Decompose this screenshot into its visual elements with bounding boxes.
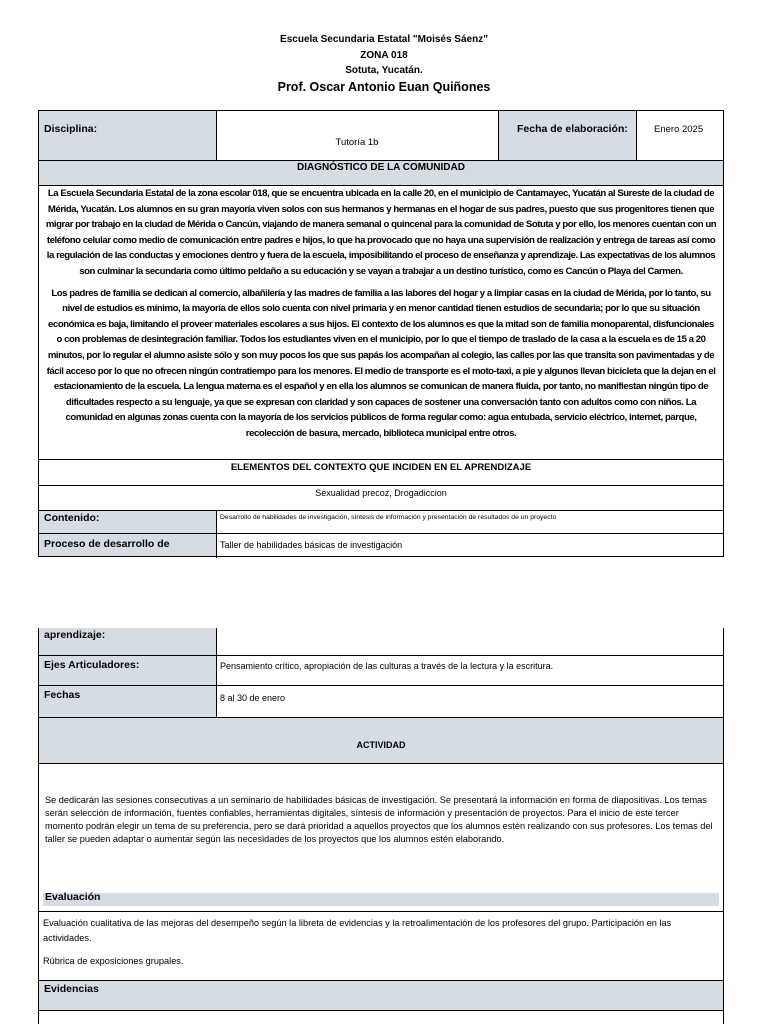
fecha-label-cell: [498, 111, 636, 160]
fechas-value-cell: [217, 686, 723, 717]
contenido-label: Contenido:: [44, 512, 100, 524]
evaluacion-text-1: Evaluación cualitativa de las mejoras del desempeño según la libreta de evidencias y la retroalimentación de los profesores del grupo. Participación en las actividades.: [43, 918, 672, 943]
actividad-title-cell: [39, 718, 723, 763]
school-zone: ZONA 018: [360, 50, 408, 61]
proceso-label-cell: [39, 534, 216, 556]
proceso-label-cont: aprendizaje:: [44, 629, 106, 641]
fechas-label: Fechas: [44, 689, 81, 701]
ejes-label: Ejes Articuladores:: [44, 659, 140, 671]
actividad-text: Se dedicarán las sesiones consecutivas a un seminario de habilidades básicas de investigación. Se presentará la información en forma de diapositivas. Los temas serán selección de información, fuentes confiables, herramientas digitales, síntesis de información y presentación de proyectos. Para el inicio de este tercer momento podrán elegir un tema de su preferencia, pero se dará prioridad a aquellos proyectos que los alumnos estén realizando con sus profesores. Los temas del taller se pueden adaptar o aumentar según las necesidades de los proyectos que los alumnos estén elaborando.: [45, 795, 713, 844]
elementos-value-cell: [39, 486, 723, 510]
school-name: Escuela Secundaria Estatal "Moisés Sáenz": [280, 34, 488, 45]
diagnostico-paragraph-2: Los padres de familia se dedican al comercio, albañilería y las madres de familia a las labores del hogar y a limpiar casas en la ciudad de Mérida, por lo tanto, su nivel de estudios es mínimo, la mayoría de ellos solo cuenta con nivel primaria y en menor cantidad tienen estudios de secundaria; por lo que su situación económica es baja, limitando el proveer materiales escolares a sus hijos. El contexto de los alumnos es que la mitad son de familia monoparental, disfuncionales o con problemas de desintegración familiar. Todos los estudiantes viven en el municipio, por lo que el tiempo de traslado de la casa a la escuela es de 15 a 20 minutos, por lo regular el alumno asiste sólo y son muy pocos los que sus papás los acompañan al colegio, las calles por las que transita son pavimentadas y de fácil acceso por lo que no ofrecen ningún contratiempo para los menores. El medio de transporte es el moto-taxi, a pie y algunos llevan bicicleta que la dejan en el estacionamiento de la escuela. La lengua materna es el español y en ella los alumnos se comunican de manera fluida, por tanto, no manifiestan ningún tipo de dificultades respecto a su lenguaje, ya que se expresan con claridad y son capaces de sostener una conversación tanto con adultos como con niños. La comunidad en algunas zonas cuenta con la mayoría de los servicios públicos de forma regular como: agua entubada, servicio eléctrico, internet, parque, recolección de basura, mercado, biblioteca municipal entre otros.: [46, 287, 716, 439]
fechas-value: 8 al 30 de enero: [220, 693, 286, 703]
fechas-label-cell: [39, 686, 216, 717]
disciplina-label-cell: [39, 111, 216, 160]
evidencias-label-cell: [39, 981, 723, 1010]
contenido-value: Desarrollo de habilidades de investigación, síntesis de información y presentación de resultados de un proyecto: [220, 514, 557, 521]
fecha-elaboracion-label: Fecha de elaboración:: [517, 123, 628, 135]
proceso-value-cell: [217, 534, 723, 556]
evaluacion-text-cell: [43, 916, 719, 976]
evaluacion-label-cell: [43, 893, 719, 906]
diagnostico-text-cell: [45, 186, 717, 459]
elementos-title-cell: [39, 460, 723, 485]
ejes-label-cell: [39, 656, 216, 685]
diagnostico-title: DIAGNÓSTICO DE LA COMUNIDAD: [297, 162, 465, 173]
school-place: Sotuta, Yucatán.: [345, 65, 423, 76]
teacher-name: Prof. Oscar Antonio Euan Quiñones: [277, 80, 491, 94]
evidencias-label: Evidencias: [44, 983, 99, 995]
disciplina-value: Tutoría 1b: [335, 137, 379, 148]
diagnostico-paragraph-1: La Escuela Secundaria Estatal de la zona escolar 018, que se encuentra ubicada en la calle 20, en el municipio de Cantamayec, Yucatán al Sureste de la ciudad de Mérida, Yucatán. Los alumnos en su gran mayoría viven solos con sus hermanos y hermanas en el hogar de sus padres, puesto que sus progenitores tienen que migrar por trabajo en la ciudad de Mérida o Cancún, viajando de manera semanal o quincenal para la comunidad de Sotuta y por ello, los menores cuentan con un teléfono celular como medio de comunicación entre padres e hijos, lo que ha provocado que no haya una supervisión de realización y entrega de tareas así como la regulación de las conductas y emociones dentro y fuera de la escuela, imposibilitando el proceso de enseñanza y aprendizaje. Las expectativas de los alumnos son culminar la secundaria como último peldaño a su educación y se vayan a trabajar a un destino turístico, como es Cancún o Playa del Carmen.: [45, 188, 717, 277]
evaluacion-label: Evaluación: [45, 891, 101, 903]
proceso-label-cont-cell: [39, 628, 216, 655]
disciplina-value-cell: [216, 111, 498, 160]
evaluacion-text-2: Rúbrica de exposiciones grupales.: [43, 956, 184, 966]
ejes-value: Pensamiento crítico, apropiación de las culturas a través de la lectura y la escritura.: [220, 661, 554, 671]
fecha-elaboracion-value: Enero 2025: [654, 124, 704, 135]
elementos-value: Sexualidad precoz, Drogadiccion: [315, 488, 447, 498]
ejes-value-cell: [217, 656, 723, 685]
fecha-value-cell: [636, 111, 723, 160]
actividad-title: ACTIVIDAD: [356, 740, 406, 750]
planning-table-page1: [38, 110, 724, 557]
contenido-value-cell: [217, 511, 723, 533]
elementos-title: ELEMENTOS DEL CONTEXTO QUE INCIDEN EN EL APRENDIZAJE: [230, 462, 532, 473]
actividad-text-cell: [45, 794, 719, 894]
diagnostico-title-cell: [39, 161, 723, 185]
proceso-label: Proceso de desarrollo de: [44, 538, 170, 550]
contenido-label-cell: [39, 511, 216, 533]
disciplina-label: Disciplina:: [44, 123, 98, 135]
proceso-value: Taller de habilidades básicas de investigación: [220, 540, 403, 550]
planning-table-page2: [38, 628, 724, 1024]
